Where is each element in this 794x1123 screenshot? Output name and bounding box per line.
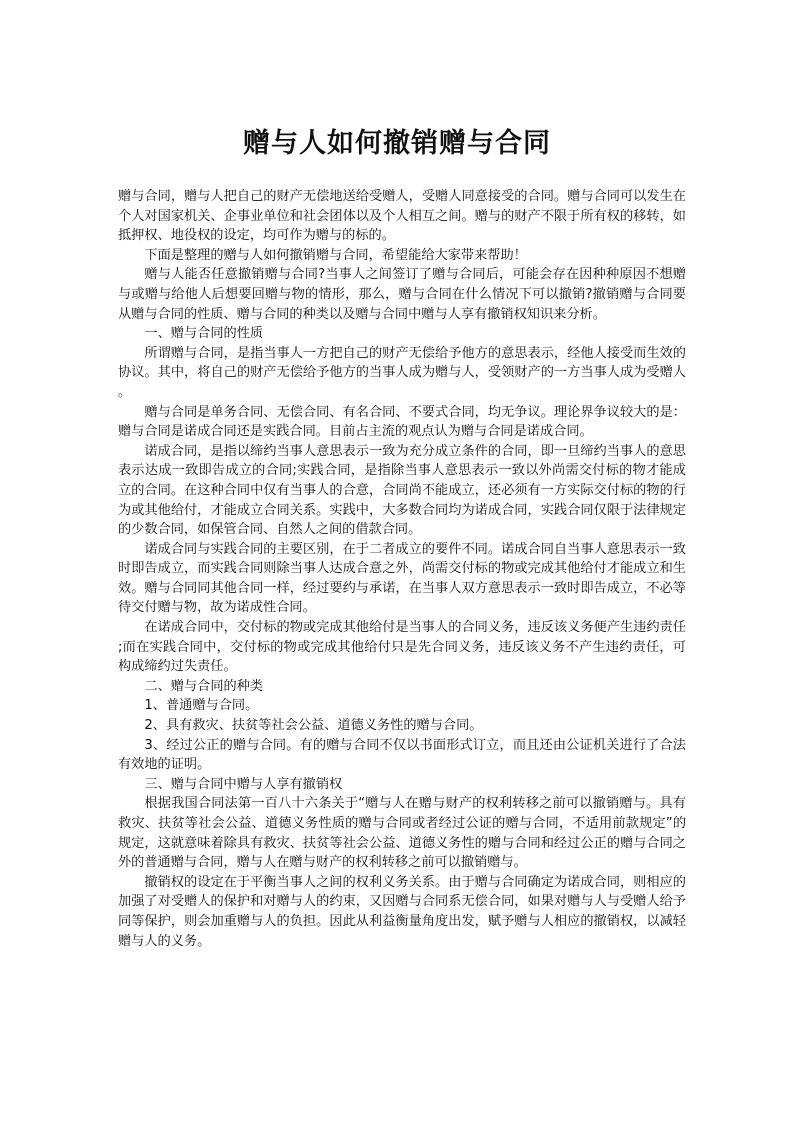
paragraph-5: 所谓赠与合同，是指当事人一方把自己的财产无偿给予他方的意思表示，经他人接受而生效的协议。其中，将自己的财产无偿给予他方的当事人成为赠与人，受领财产的一方当事人成为受赠人。: [118, 345, 686, 400]
list-item-2: 2、具有救灾、扶贫等社会公益、道德义务性的赠与合同。: [144, 718, 483, 734]
list-item-1: 1、普通赠与合同。: [144, 698, 259, 714]
paragraph-16: 撤销权的设定在于平衡当事人之间的权利义务关系。由于赠与合同确定为诺成合同，则相应的加强了对受赠人的保护和对赠与人的约束，又因赠与合同系无偿合同，如果对赠与人与受赠人给予同等保护，则会加重赠与人的负担。因此从利益衡量角度出发，赋予赠与人相应的撤销权，以减轻赠与人的义务。: [118, 874, 686, 949]
section-heading-3: 三、赠与合同中赠与人享有撤销权: [144, 776, 343, 792]
document-title: 赠与人如何撤销赠与合同: [243, 128, 551, 159]
paragraph-9: 在诺成合同中，交付标的物或完成其他给付是当事人的合同义务，违反该义务便产生违约责任;而在实践合同中，交付标的物或完成其他给付只是先合同义务，违反该义务不产生违约责任，可构成缔约过失责任。: [118, 620, 686, 675]
paragraph-7: 诺成合同，是指以缔约当事人意思表示一致为充分成立条件的合同，即一旦缔约当事人的意思表示达成一致即告成立的合同;实践合同，是指除当事人意思表示一致以外尚需交付标的物才能成立的合同。在这种合同中仅有当事人的合意，合同尚不能成立，还必须有一方实际交付标的物的行为或其他给付，才能成立合同关系。实践中，大多数合同均为诺成合同，实践合同仅限于法律规定的少数合同，如保管合同、自然人之间的借款合同。: [118, 443, 686, 538]
paragraph-3: 赠与人能否任意撤销赠与合同?当事人之间签订了赠与合同后，可能会存在因种种原因不想赠与或赠与给他人后想要回赠与物的情形，那么，赠与合同在什么情况下可以撤销?撤销赠与合同要从赠与合同的性质、赠与合同的种类以及赠与合同中赠与人享有撤销权知识来分析。: [118, 267, 686, 322]
list-item-3: 3、经过公正的赠与合同。有的赠与合同不仅以书面形式订立，而且还由公证机关进行了合法有效地的证明。: [118, 737, 686, 773]
section-heading-2: 二、赠与合同的种类: [144, 678, 264, 694]
paragraph-6: 赠与合同是单务合同、无偿合同、有名合同、不要式合同，均无争议。理论界争议较大的是：赠与合同是诺成合同还是实践合同。目前占主流的观点认为赠与合同是诺成合同。: [118, 404, 686, 440]
paragraph-1: 赠与合同，赠与人把自己的财产无偿地送给受赠人，受赠人同意接受的合同。赠与合同可以发生在个人对国家机关、企事业单位和社会团体以及个人相互之间。赠与的财产不限于所有权的移转，如抵押权、地役权的设定，均可作为赠与的标的。: [118, 189, 686, 244]
paragraph-8: 诺成合同与实践合同的主要区别，在于二者成立的要件不同。诺成合同自当事人意思表示一致时即告成立，而实践合同则除当事人达成合意之外，尚需交付标的物或完成其他给付才能成立和生效。赠与合同同其他合同一样，经过要约与承诺，在当事人双方意思表示一致时即告成立，不必等待交付赠与物，故为诺成性合同。: [118, 541, 686, 616]
section-heading-1: 一、赠与合同的性质: [144, 326, 264, 342]
paragraph-15: 根据我国合同法第一百八十六条关于“赠与人在赠与财产的权利转移之前可以撤销赠与。具有救灾、扶贫等社会公益、道德义务性质的赠与合同或者经过公证的赠与合同，不适用前款规定”的规定，这就意味着除具有救灾、扶贫等社会公益、道德义务性的赠与合同和经过公正的赠与合同之外的普通赠与合同，赠与人在赠与财产的权利转移之前可以撤销赠与。: [118, 796, 686, 871]
document-body: [118, 187, 686, 951]
paragraph-2: 下面是整理的赠与人如何撤销赠与合同，希望能给大家带来帮助！: [144, 247, 527, 263]
